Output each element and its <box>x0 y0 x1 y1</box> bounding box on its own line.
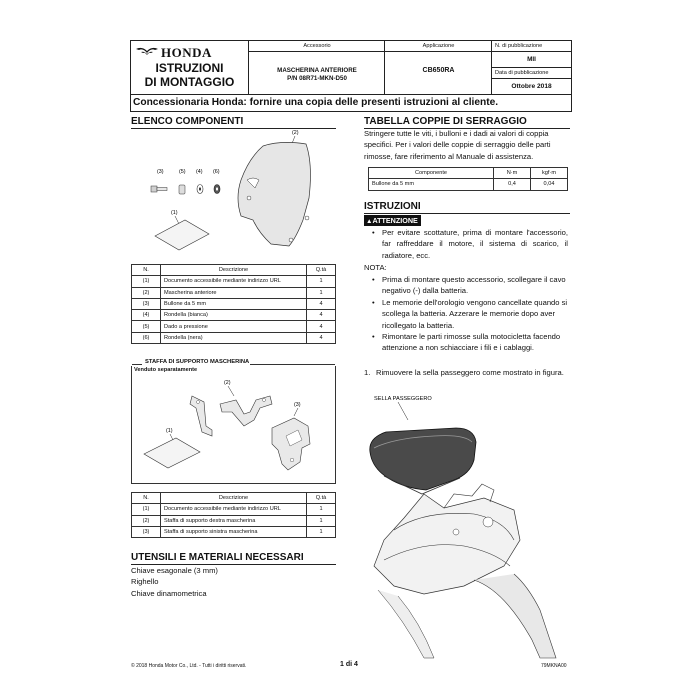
footer-copyright: © 2018 Honda Motor Co., Ltd. - Tutti i diritti riservati. <box>131 663 247 669</box>
accessory-cell <box>248 41 385 94</box>
torque-heading: TABELLA COPPIE DI SERRAGGIO <box>364 116 527 127</box>
torque-component: Bullone da 5 mm <box>369 179 494 190</box>
callout-1: (1) <box>171 210 178 216</box>
table-row <box>132 526 336 537</box>
document-sheet-icon <box>155 220 209 250</box>
callout-3: (3) <box>157 169 164 175</box>
row-qty: 1 <box>307 287 336 298</box>
dealer-banner: Concessionaria Honda: fornire una copia delle presenti istruzioni al cliente. <box>130 95 572 112</box>
list-item: • Le memorie dell'orologio vengono cancellate quando si scollega la batteria. Azzerare le memorie dopo aver ricollegato la batteria. <box>372 297 568 331</box>
honda-wing-icon <box>135 46 159 58</box>
tools-heading: UTENSILI E MATERIALI NECESSARI <box>131 552 304 563</box>
attention-label: ATTENZIONE <box>372 216 418 225</box>
press-nut-icon <box>179 185 185 194</box>
nota-label: NOTA: <box>364 263 387 272</box>
instructions-heading: ISTRUZIONI <box>364 201 421 212</box>
row-qty: 1 <box>307 526 336 537</box>
row-n: (2) <box>132 287 161 298</box>
step-1-text: Rimuovere la sella passeggero come mostrato in figura. <box>376 368 564 377</box>
row-desc: Bullone da 5 mm <box>161 298 307 309</box>
callout-6: (6) <box>213 169 220 175</box>
list-item: • Prima di montare questo accessorio, scollegare il cavo negativo (-) dalla batteria. <box>372 274 568 297</box>
table-row <box>132 504 336 515</box>
torque-kgfm: 0,04 <box>531 179 568 190</box>
torque-table <box>368 167 568 191</box>
figure-label: SELLA PASSEGGERO <box>374 396 432 402</box>
row-n: (5) <box>132 321 161 332</box>
torque-col-kgfm: kgf·m <box>531 168 568 179</box>
row-qty: 1 <box>307 515 336 526</box>
step-1 <box>364 367 568 378</box>
row-qty: 4 <box>307 321 336 332</box>
tools-list <box>131 565 218 599</box>
bracket-subtitle: Venduto separatamente <box>134 367 198 373</box>
table-row <box>132 515 336 526</box>
row-qty: 4 <box>307 298 336 309</box>
seat-figure <box>364 390 570 662</box>
row-qty: 1 <box>307 504 336 515</box>
components-col-qty: Q.tà <box>307 265 336 276</box>
bolt-icon <box>151 186 167 192</box>
application-cell <box>384 41 492 94</box>
publication-cell <box>491 41 571 94</box>
doc-title <box>131 61 248 89</box>
bracket-col-qty: Q.tà <box>307 493 336 504</box>
components-table <box>131 264 336 344</box>
callout-5: (5) <box>179 169 186 175</box>
windscreen-shape <box>238 142 310 246</box>
row-desc: Rondella (nera) <box>161 332 307 343</box>
right-bracket-shape <box>190 396 272 436</box>
footer-code: 79MKNA00 <box>541 663 567 669</box>
row-qty: 4 <box>307 332 336 343</box>
table-row <box>132 321 336 332</box>
brand-name: HONDA <box>161 45 212 60</box>
row-desc: Rondella (bianca) <box>161 310 307 321</box>
list-item: Chiave dinamometrica <box>131 588 207 598</box>
torque-text: Stringere tutte le viti, i bulloni e i dadi ai valori di coppia specifici. Per i valori delle coppie di serraggio delle parti rimosse, fare riferimento al Manuale di assistenza. <box>364 129 551 161</box>
list-item: Chiave esagonale (3 mm) <box>131 566 218 575</box>
table-row <box>132 276 336 287</box>
table-row <box>132 287 336 298</box>
bracket-title: STAFFA DI SUPPORTO MASCHERINA <box>145 359 250 365</box>
row-n: (6) <box>132 332 161 343</box>
passenger-seat-shape <box>370 428 476 490</box>
components-heading: ELENCO COMPONENTI <box>131 116 244 127</box>
accessory-label: Accessorio <box>303 43 331 49</box>
list-item: • Per evitare scottature, prima di montare l'accessorio, far raffreddare il motore, il sistema di scarico, il radiatore, ecc. <box>372 227 568 261</box>
torque-col-component: Componente <box>369 168 494 179</box>
washer-black-icon <box>214 185 220 194</box>
callout-4: (4) <box>196 169 203 175</box>
row-n: (4) <box>132 310 161 321</box>
publication-no-value: MII <box>527 56 536 63</box>
publication-no-label: N. di pubblicazione <box>495 43 543 49</box>
bracket-callout-1: (1) <box>166 428 173 434</box>
washer-white-icon <box>197 185 203 194</box>
bracket-callout-3: (3) <box>294 402 301 408</box>
row-desc: Mascherina anteriore <box>161 287 307 298</box>
warning-triangle-icon: ▲ <box>366 218 373 225</box>
row-desc: Documento accessibile mediante indirizzo URL <box>161 276 307 287</box>
footer-page: 1 di 4 <box>340 661 358 668</box>
list-item: Righello <box>131 577 159 587</box>
publication-date-value: Ottobre 2018 <box>511 83 552 90</box>
notes-list <box>364 274 568 354</box>
part-number: P/N 08R71-MKN-D50 <box>287 75 347 82</box>
torque-nm: 0,4 <box>494 179 531 190</box>
bracket-col-n: N. <box>132 493 161 504</box>
attention-badge <box>364 215 421 226</box>
table-row <box>132 310 336 321</box>
torque-col-nm: N·m <box>494 168 531 179</box>
doc-title-line2: DI MONTAGGIO <box>144 75 235 89</box>
row-desc: Staffa di supporto destra mascherina <box>161 515 307 526</box>
row-desc: Documento accessibile mediante indirizzo URL <box>161 504 307 515</box>
components-col-desc: Descrizione <box>161 265 307 276</box>
publication-date-label: Data di pubblicazione <box>495 70 549 76</box>
row-qty: 1 <box>307 276 336 287</box>
bracket-figure <box>132 374 335 482</box>
row-n: (1) <box>132 504 161 515</box>
bracket-table <box>131 492 336 538</box>
row-qty: 4 <box>307 310 336 321</box>
doc-title-line1: ISTRUZIONI <box>155 61 224 75</box>
table-row <box>132 298 336 309</box>
step-1-number: 1. <box>364 368 371 377</box>
row-n: (3) <box>132 526 161 537</box>
row-n: (2) <box>132 515 161 526</box>
header-box <box>130 40 572 95</box>
callout-2: (2) <box>292 130 299 136</box>
components-col-n: N. <box>132 265 161 276</box>
application-label: Applicazione <box>422 43 455 49</box>
bracket-col-desc: Descrizione <box>161 493 307 504</box>
row-desc: Dado a pressione <box>161 321 307 332</box>
row-n: (3) <box>132 298 161 309</box>
honda-logo <box>135 45 243 59</box>
bracket-document-sheet-icon <box>144 438 200 468</box>
application-value: CB650RA <box>422 67 455 74</box>
attention-text <box>364 227 568 261</box>
bracket-box <box>131 359 336 484</box>
row-n: (1) <box>132 276 161 287</box>
list-item: • Rimontare le parti rimosse sulla motocicletta facendo attenzione a non schiacciare i fili e i cablaggi. <box>372 331 568 354</box>
components-figure <box>131 128 336 264</box>
bracket-callout-2: (2) <box>224 380 231 386</box>
row-desc: Staffa di supporto sinistra mascherina <box>161 526 307 537</box>
instructions-underline <box>364 213 570 214</box>
table-row <box>132 332 336 343</box>
table-row <box>369 179 568 190</box>
accessory-name: MASCHERINA ANTERIORE <box>277 67 357 74</box>
